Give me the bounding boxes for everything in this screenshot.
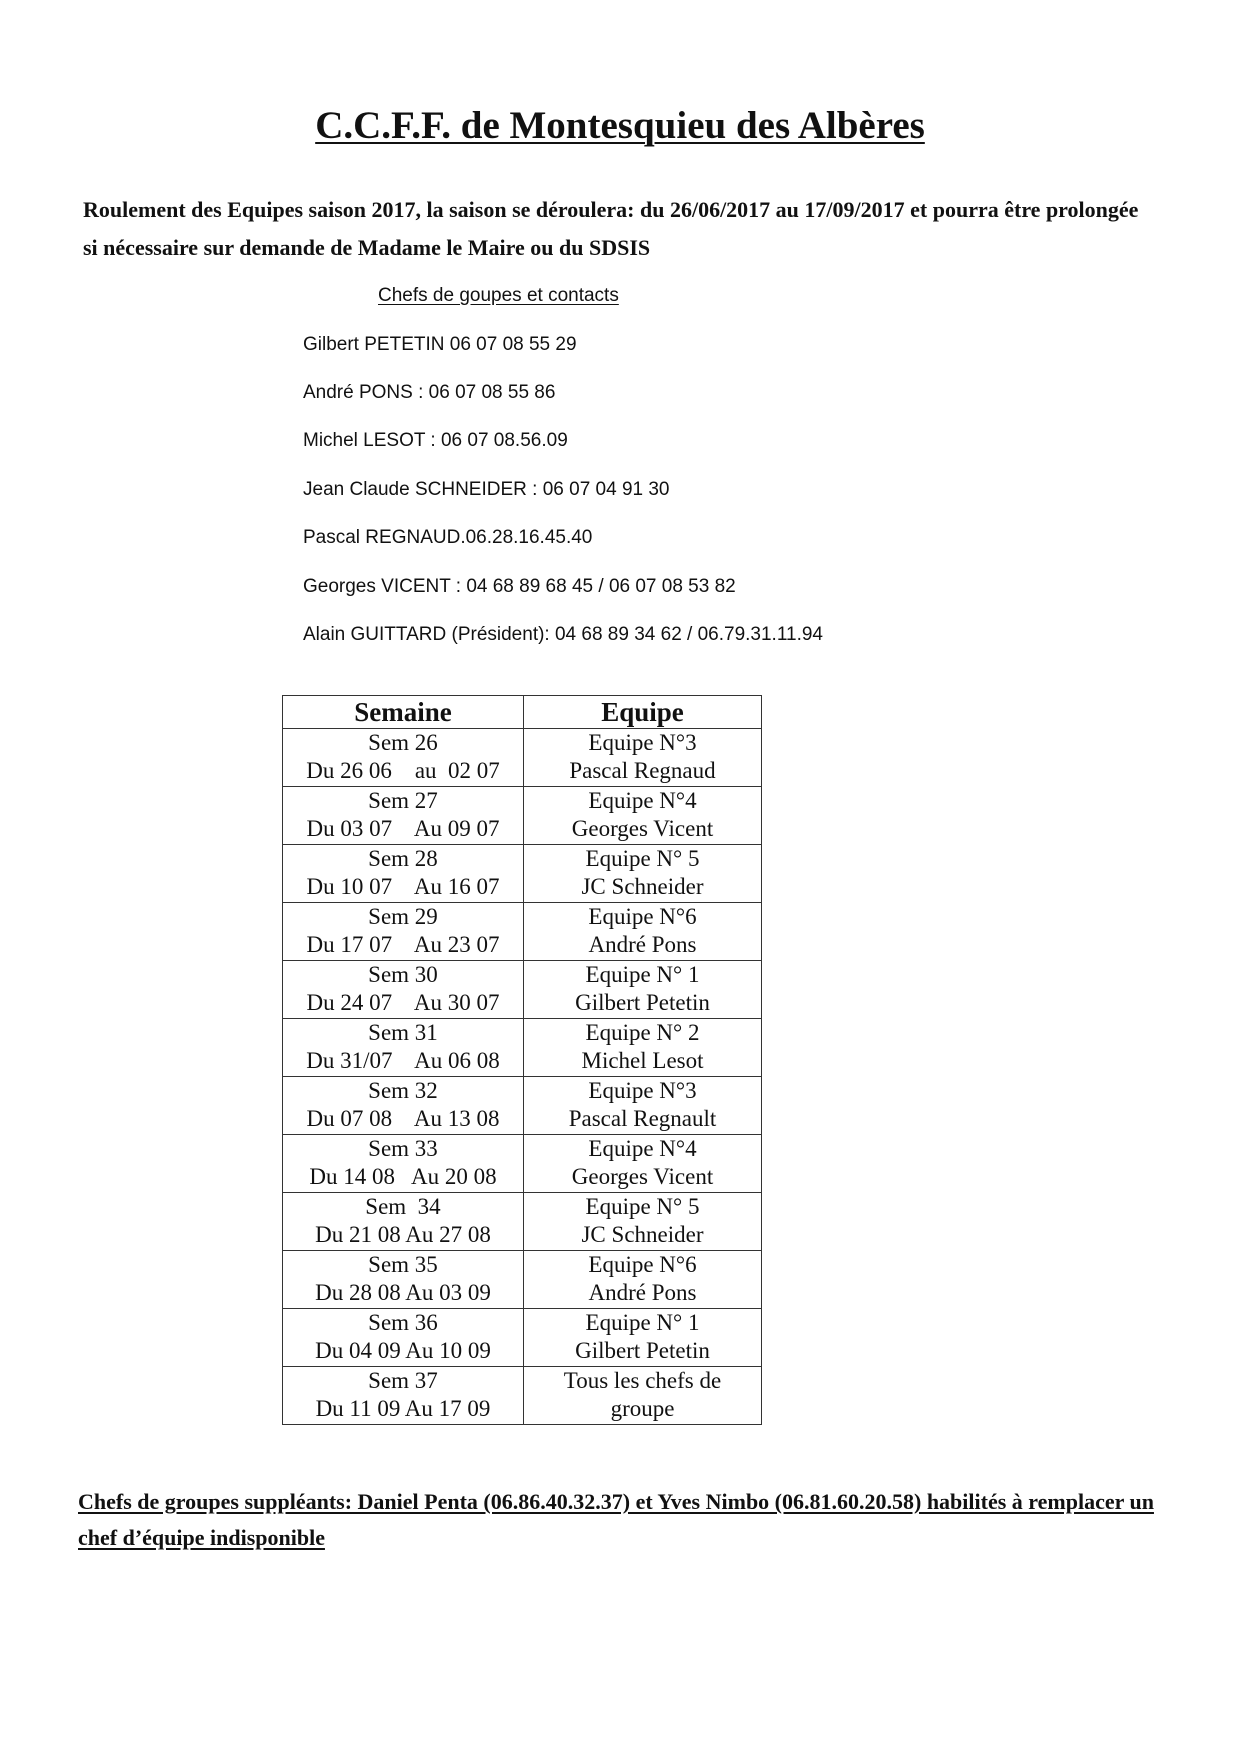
team-chief: Pascal Regnault [568, 1106, 717, 1131]
season-intro: Roulement des Equipes saison 2017, la saison se déroulera: du 26/06/2017 au 17/09/2017 et pourra être prolongée si nécessaire sur demande de Madame le Maire ou du SDSIS [83, 197, 1139, 260]
week-cell [283, 1077, 524, 1135]
week-dates: Du 03 07 Au 09 07 [306, 816, 500, 841]
contact-line: Alain GUITTARD (Président): 04 68 89 34 62 / 06.79.31.11.94 [303, 624, 823, 645]
week-cell [283, 787, 524, 845]
team-cell [524, 729, 762, 787]
week-cell [283, 1193, 524, 1251]
week-label: Sem 34 [365, 1194, 441, 1219]
team-chief: Michel Lesot [581, 1048, 704, 1073]
week-cell [283, 961, 524, 1019]
week-cell [283, 1309, 524, 1367]
team-cell [524, 1251, 762, 1309]
table-row [283, 1193, 762, 1251]
team-cell [524, 1309, 762, 1367]
week-dates: Du 10 07 Au 16 07 [306, 874, 500, 899]
table-row [283, 961, 762, 1019]
week-dates: Du 14 08 Au 20 08 [309, 1164, 497, 1189]
week-label: Sem 30 [368, 962, 438, 987]
contact-line: Pascal REGNAUD.06.28.16.45.40 [303, 527, 593, 548]
week-cell [283, 903, 524, 961]
table-row [283, 903, 762, 961]
page-title: C.C.F.F. de Montesquieu des Albères [315, 104, 925, 147]
team-cell [524, 1077, 762, 1135]
team-chief: Georges Vicent [571, 816, 714, 841]
team-cell [524, 903, 762, 961]
team-chief: Gilbert Petetin [575, 990, 710, 1015]
table-row [283, 1135, 762, 1193]
week-dates: Du 21 08 Au 27 08 [315, 1222, 491, 1247]
team-label: Equipe N°4 [588, 788, 697, 813]
team-label: Equipe N°4 [588, 1136, 697, 1161]
table-row [283, 1251, 762, 1309]
week-cell [283, 1135, 524, 1193]
team-label: Equipe N°6 [588, 904, 697, 929]
team-chief: André Pons [588, 1280, 697, 1305]
team-label: Equipe N° 5 [585, 1194, 700, 1219]
week-label: Sem 29 [368, 904, 438, 929]
team-cell [524, 845, 762, 903]
week-label: Sem 31 [368, 1020, 438, 1045]
team-label: Equipe N° 1 [585, 1310, 700, 1335]
table-row [283, 787, 762, 845]
contact-line: Michel LESOT : 06 07 08.56.09 [303, 430, 568, 451]
team-label: Equipe N° 5 [585, 846, 700, 871]
team-cell [524, 1019, 762, 1077]
week-dates: Du 24 07 Au 30 07 [306, 990, 500, 1015]
team-chief: JC Schneider [581, 874, 704, 899]
week-cell [283, 1251, 524, 1309]
week-label: Sem 37 [368, 1368, 438, 1393]
team-chief: JC Schneider [581, 1222, 704, 1247]
rota-body [283, 729, 762, 1425]
week-dates: Du 11 09 Au 17 09 [315, 1396, 491, 1421]
team-label: Equipe N°3 [588, 1078, 697, 1103]
team-chief: André Pons [588, 932, 697, 957]
team-label: Equipe N°3 [588, 730, 697, 755]
team-label: Equipe N° 1 [585, 962, 700, 987]
week-label: Sem 27 [368, 788, 438, 813]
table-row [283, 1019, 762, 1077]
contact-line: André PONS : 06 07 08 55 86 [303, 382, 556, 403]
contact-line: Gilbert PETETIN 06 07 08 55 29 [303, 334, 577, 355]
team-label: Equipe N° 2 [585, 1020, 700, 1045]
team-cell [524, 1367, 762, 1425]
team-chief: Pascal Regnaud [569, 758, 716, 783]
team-chief: Gilbert Petetin [575, 1338, 710, 1363]
week-cell [283, 1019, 524, 1077]
week-cell [283, 1367, 524, 1425]
week-cell [283, 845, 524, 903]
team-label: Equipe N°6 [588, 1252, 697, 1277]
rota-table [282, 695, 762, 1425]
table-row [283, 1367, 762, 1425]
week-dates: Du 07 08 Au 13 08 [306, 1106, 500, 1131]
table-row [283, 1309, 762, 1367]
week-dates: Du 04 09 Au 10 09 [315, 1338, 491, 1363]
week-dates: Du 28 08 Au 03 09 [315, 1280, 491, 1305]
team-chief: groupe [610, 1396, 675, 1421]
week-label: Sem 28 [368, 846, 438, 871]
table-row [283, 1077, 762, 1135]
substitute-chiefs-note: Chefs de groupes suppléants: Daniel Penta (06.86.40.32.37) et Yves Nimbo (06.81.60.20.58) habilités à remplacer un chef d’équipe indisponible [78, 1489, 1154, 1550]
header-equipe: Equipe [524, 696, 762, 729]
week-label: Sem 26 [368, 730, 438, 755]
contact-line: Jean Claude SCHNEIDER : 06 07 04 91 30 [303, 479, 670, 500]
week-dates: Du 17 07 Au 23 07 [306, 932, 500, 957]
header-semaine: Semaine [283, 696, 524, 729]
week-dates: Du 31/07 Au 06 08 [306, 1048, 500, 1073]
week-label: Sem 33 [368, 1136, 438, 1161]
team-label: Tous les chefs de [563, 1368, 722, 1393]
table-header-row [283, 696, 762, 729]
team-cell [524, 1193, 762, 1251]
week-label: Sem 36 [368, 1310, 438, 1335]
week-dates: Du 26 06 au 02 07 [306, 758, 500, 783]
team-cell [524, 787, 762, 845]
week-label: Sem 35 [368, 1252, 438, 1277]
team-cell [524, 961, 762, 1019]
week-cell [283, 729, 524, 787]
team-chief: Georges Vicent [571, 1164, 714, 1189]
table-row [283, 729, 762, 787]
contacts-heading: Chefs de goupes et contacts [378, 285, 619, 306]
week-label: Sem 32 [368, 1078, 438, 1103]
contact-line: Georges VICENT : 04 68 89 68 45 / 06 07 08 53 82 [303, 576, 736, 597]
table-row [283, 845, 762, 903]
team-cell [524, 1135, 762, 1193]
